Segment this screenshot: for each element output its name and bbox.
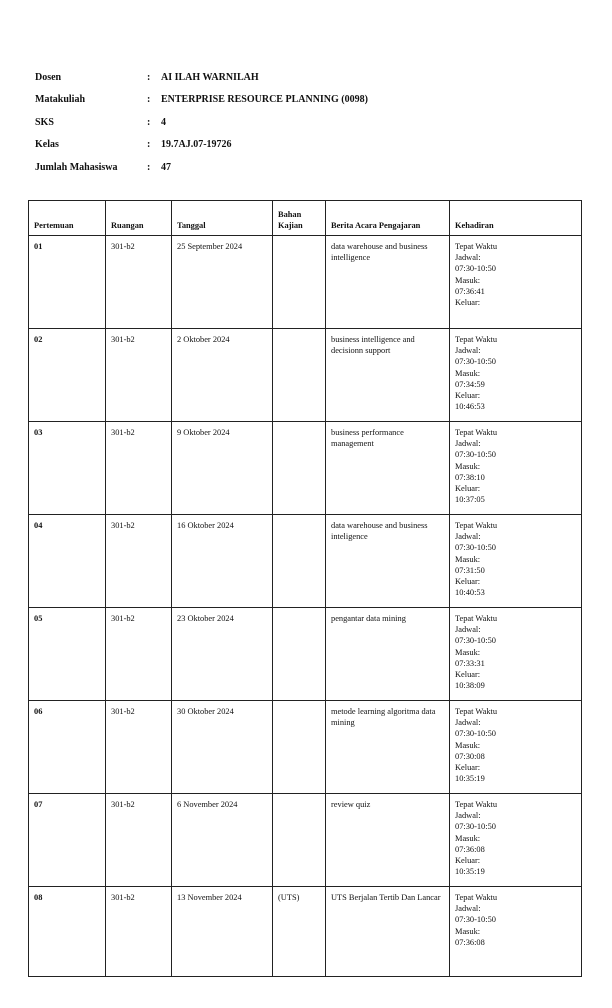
kehadiran-line: Jadwal: — [455, 625, 481, 635]
kehadiran-line: Jadwal: — [455, 718, 481, 728]
kehadiran-line: 07:30-10:50 — [455, 543, 496, 553]
kehadiran-line: 07:30-10:50 — [455, 357, 496, 367]
cell-ruangan: 301-b2 — [106, 887, 172, 977]
cell-bahan-kajian — [273, 608, 326, 701]
table-row — [29, 887, 582, 977]
cell-kehadiran — [450, 887, 582, 977]
cell-berita-acara: business performance management — [326, 422, 450, 515]
kehadiran-line: 10:35:19 — [455, 867, 485, 877]
kehadiran-line: 07:30-10:50 — [455, 450, 496, 460]
info-label: Kelas — [35, 139, 59, 151]
kehadiran-line: Keluar: — [455, 577, 481, 587]
cell-tanggal: 25 September 2024 — [172, 236, 273, 329]
course-info — [35, 66, 368, 179]
kehadiran-line: 07:38:10 — [455, 472, 485, 482]
attendance-table — [28, 200, 582, 977]
cell-pertemuan: 02 — [29, 329, 106, 422]
info-row-dosen — [35, 66, 368, 89]
cell-berita-acara: business intelligence and decisionn support — [326, 329, 450, 422]
cell-kehadiran — [450, 236, 582, 329]
kehadiran-line: 10:46:53 — [455, 402, 485, 412]
info-value: 4 — [161, 116, 166, 128]
column-header-tanggal: Tanggal — [172, 201, 273, 236]
cell-ruangan: 301-b2 — [106, 422, 172, 515]
column-header-bahan-kajian: Bahan Kajian — [273, 201, 326, 236]
kehadiran-line: Masuk: — [455, 833, 481, 843]
info-label: Matakuliah — [35, 94, 86, 106]
cell-ruangan: 301-b2 — [106, 329, 172, 422]
info-value: ENTERPRISE RESOURCE PLANNING (0098) — [161, 94, 368, 106]
kehadiran-line: Tepat Waktu — [455, 428, 498, 437]
info-separator: : — [147, 71, 151, 83]
cell-berita-acara: data warehouse and business intelligence — [326, 236, 450, 329]
table-row — [29, 701, 582, 794]
kehadiran-line: 10:38:09 — [455, 681, 485, 691]
column-header-kehadiran: Kehadiran — [450, 201, 582, 236]
kehadiran-line: 07:36:41 — [455, 286, 485, 296]
info-row-sks — [35, 111, 368, 134]
kehadiran-line: 10:37:05 — [455, 495, 485, 505]
cell-pertemuan: 07 — [29, 794, 106, 887]
cell-pertemuan: 01 — [29, 236, 106, 329]
cell-kehadiran — [450, 794, 582, 887]
cell-bahan-kajian — [273, 236, 326, 329]
info-separator: : — [147, 116, 151, 128]
kehadiran-line: 07:31:50 — [455, 565, 485, 575]
info-value: 47 — [161, 161, 171, 173]
kehadiran-line: 07:30-10:50 — [455, 636, 496, 646]
kehadiran-line: 07:34:59 — [455, 379, 485, 389]
column-header-ruangan: Ruangan — [106, 201, 172, 236]
cell-pertemuan: 04 — [29, 515, 106, 608]
cell-ruangan: 301-b2 — [106, 608, 172, 701]
info-value: AI ILAH WARNILAH — [161, 71, 259, 83]
kehadiran-line: Tepat Waktu — [455, 521, 498, 530]
kehadiran-line: Tepat Waktu — [455, 893, 498, 902]
kehadiran-line: 07:30:08 — [455, 751, 485, 761]
cell-bahan-kajian — [273, 422, 326, 515]
table-row — [29, 515, 582, 608]
kehadiran-line: 07:33:31 — [455, 658, 485, 668]
kehadiran-line: Masuk: — [455, 461, 481, 471]
kehadiran-line: 07:36:08 — [455, 844, 485, 854]
kehadiran-line: Tepat Waktu — [455, 707, 498, 716]
info-row-jumlah-mahasiswa — [35, 156, 368, 179]
info-row-matakuliah — [35, 89, 368, 112]
kehadiran-line: Jadwal: — [455, 904, 481, 914]
kehadiran-line: Masuk: — [455, 647, 481, 657]
kehadiran-line: 07:36:08 — [455, 937, 485, 947]
cell-kehadiran — [450, 329, 582, 422]
column-header-pertemuan: Pertemuan — [29, 201, 106, 236]
info-label: Dosen — [35, 71, 62, 83]
info-separator: : — [147, 139, 151, 151]
cell-berita-acara: data warehouse and business inteligence — [326, 515, 450, 608]
info-value: 19.7AJ.07-19726 — [161, 139, 232, 151]
cell-tanggal: 6 November 2024 — [172, 794, 273, 887]
kehadiran-line: Jadwal: — [455, 253, 481, 263]
cell-ruangan: 301-b2 — [106, 701, 172, 794]
kehadiran-line: Masuk: — [455, 926, 481, 936]
kehadiran-line: Keluar: — [455, 670, 481, 680]
cell-berita-acara: UTS Berjalan Tertib Dan Lancar — [326, 887, 450, 977]
kehadiran-line: Keluar: — [455, 856, 481, 866]
kehadiran-line: Jadwal: — [455, 439, 481, 449]
table-row — [29, 236, 582, 329]
kehadiran-line: Masuk: — [455, 275, 481, 285]
cell-tanggal: 23 Oktober 2024 — [172, 608, 273, 701]
kehadiran-line: Jadwal: — [455, 346, 481, 356]
kehadiran-line: Keluar: — [455, 484, 481, 494]
kehadiran-line: Jadwal: — [455, 811, 481, 821]
info-separator: : — [147, 94, 151, 106]
kehadiran-line: Tepat Waktu — [455, 614, 498, 623]
cell-kehadiran — [450, 701, 582, 794]
kehadiran-line: 10:40:53 — [455, 588, 485, 598]
info-label: Jumlah Mahasiswa — [35, 161, 118, 173]
cell-berita-acara: pengantar data mining — [326, 608, 450, 701]
kehadiran-line: Jadwal: — [455, 532, 481, 542]
cell-kehadiran — [450, 608, 582, 701]
table-row — [29, 422, 582, 515]
cell-bahan-kajian — [273, 515, 326, 608]
cell-ruangan: 301-b2 — [106, 515, 172, 608]
cell-bahan-kajian: (UTS) — [273, 887, 326, 977]
cell-pertemuan: 03 — [29, 422, 106, 515]
cell-tanggal: 13 November 2024 — [172, 887, 273, 977]
kehadiran-line: Keluar: — [455, 763, 481, 773]
cell-tanggal: 30 Oktober 2024 — [172, 701, 273, 794]
cell-tanggal: 9 Oktober 2024 — [172, 422, 273, 515]
cell-bahan-kajian — [273, 329, 326, 422]
kehadiran-line: 07:30-10:50 — [455, 915, 496, 925]
cell-bahan-kajian — [273, 794, 326, 887]
cell-pertemuan: 08 — [29, 887, 106, 977]
kehadiran-line: 07:30-10:50 — [455, 729, 496, 739]
kehadiran-line: Masuk: — [455, 368, 481, 378]
kehadiran-line: Keluar: — [455, 298, 481, 308]
cell-kehadiran — [450, 422, 582, 515]
cell-kehadiran — [450, 515, 582, 608]
table-body — [29, 236, 582, 977]
table-row — [29, 794, 582, 887]
kehadiran-line: Tepat Waktu — [455, 800, 498, 809]
table-header-row — [29, 201, 582, 236]
kehadiran-line: Tepat Waktu — [455, 335, 498, 344]
info-row-kelas — [35, 134, 368, 157]
cell-ruangan: 301-b2 — [106, 236, 172, 329]
cell-pertemuan: 06 — [29, 701, 106, 794]
kehadiran-line: Masuk: — [455, 740, 481, 750]
cell-pertemuan: 05 — [29, 608, 106, 701]
cell-ruangan: 301-b2 — [106, 794, 172, 887]
column-header-berita-acara: Berita Acara Pengajaran — [326, 201, 450, 236]
kehadiran-line: Keluar: — [455, 391, 481, 401]
kehadiran-line: Masuk: — [455, 554, 481, 564]
info-separator: : — [147, 161, 151, 173]
table-row — [29, 608, 582, 701]
cell-bahan-kajian — [273, 701, 326, 794]
kehadiran-line: Tepat Waktu — [455, 242, 498, 251]
kehadiran-line: 07:30-10:50 — [455, 822, 496, 832]
info-label: SKS — [35, 116, 54, 128]
cell-berita-acara: review quiz — [326, 794, 450, 887]
kehadiran-line: 07:30-10:50 — [455, 264, 496, 274]
cell-tanggal: 2 Oktober 2024 — [172, 329, 273, 422]
cell-tanggal: 16 Oktober 2024 — [172, 515, 273, 608]
table-row — [29, 329, 582, 422]
cell-berita-acara: metode learning algoritma data mining — [326, 701, 450, 794]
kehadiran-line: 10:35:19 — [455, 774, 485, 784]
